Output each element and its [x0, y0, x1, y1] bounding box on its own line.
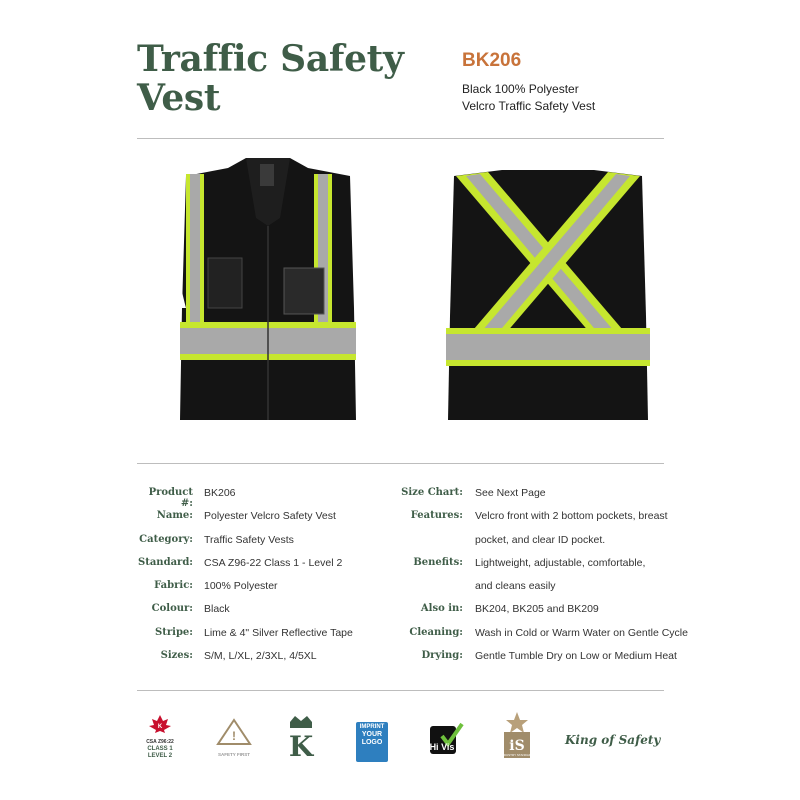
spec-row	[400, 532, 664, 555]
spec-row	[400, 485, 664, 508]
industry-standard-icon	[502, 712, 532, 765]
spec-row	[400, 601, 664, 624]
specs-left	[137, 485, 397, 671]
spec-label: Cleaning:	[409, 626, 463, 638]
spec-row	[137, 648, 397, 671]
spec-value: CSA Z96-22 Class 1 - Level 2	[204, 556, 343, 569]
spec-label: Category:	[139, 533, 193, 545]
spec-label: Benefits:	[413, 556, 463, 568]
csa-maple-leaf-icon	[140, 714, 180, 760]
hi-vis-icon	[428, 720, 464, 756]
spec-value: See Next Page	[475, 487, 546, 499]
spec-label: Colour:	[151, 603, 193, 615]
spec-label: Also in:	[420, 603, 463, 615]
spec-value: S/M, L/XL, 2/3XL, 4/5XL	[204, 650, 317, 663]
front-vest-image	[168, 158, 368, 428]
csa-level-text: LEVEL 2	[147, 753, 173, 759]
spec-row	[137, 485, 397, 508]
spec-value: Black	[204, 603, 230, 616]
product-subtitle	[462, 81, 595, 115]
spec-label: Stripe:	[155, 626, 193, 638]
is-sub-label: INDUSTRY STANDARD	[502, 753, 532, 757]
spec-row	[400, 625, 688, 648]
spec-row	[137, 508, 397, 531]
spec-value: and cleans easily	[475, 580, 556, 593]
imprint-text: IMPRINT	[356, 724, 388, 731]
spec-label: Name:	[156, 510, 193, 522]
spec-label: Drying:	[421, 650, 463, 662]
your-text: YOUR	[361, 731, 383, 738]
spec-row	[400, 555, 664, 578]
spec-value: Lightweight, adjustable, comfortable,	[475, 556, 646, 569]
logo-text: LOGO	[361, 739, 383, 746]
spec-label: Product #:	[148, 487, 193, 509]
safety-first-icon	[214, 718, 254, 758]
back-vest-image	[432, 166, 664, 428]
svg-text:K: K	[157, 724, 163, 730]
spec-value: Lime & 4" Silver Reflective Tape	[204, 626, 353, 639]
spec-label: Standard:	[137, 556, 193, 568]
spec-row	[400, 648, 677, 671]
image-divider	[137, 463, 664, 464]
specs-right	[400, 485, 688, 671]
csa-class-text: CLASS 1	[147, 746, 173, 752]
spec-label: Sizes:	[160, 650, 193, 662]
brand-name: King of Safety	[565, 733, 661, 747]
spec-label: Fabric:	[154, 580, 193, 592]
spec-row	[137, 625, 397, 648]
k-letter: K	[288, 730, 314, 758]
spec-value: Wash in Cold or Warm Water on Gentle Cycle	[475, 626, 688, 639]
spec-row	[137, 601, 397, 624]
safety-first-text: SAFETY FIRST	[218, 752, 250, 757]
spec-row	[137, 532, 397, 555]
spec-row	[400, 508, 668, 531]
is-label: iS	[509, 738, 525, 754]
product-code: BK206	[462, 50, 522, 71]
spec-value: BK206	[204, 487, 236, 499]
spec-value: BK204, BK205 and BK209	[475, 603, 599, 616]
spec-row	[400, 578, 664, 601]
spec-value: Gentle Tumble Dry on Low or Medium Heat	[475, 650, 677, 663]
subtitle-line-2: Velcro Traffic Safety Vest	[462, 99, 596, 113]
spec-value: Polyester Velcro Safety Vest	[204, 510, 336, 523]
title-line-2: Vest	[137, 77, 221, 119]
footer-divider	[137, 690, 664, 691]
spec-row	[137, 578, 397, 601]
page-title	[137, 40, 404, 118]
imprint-your-logo-icon	[356, 722, 388, 762]
subtitle-line-1: Black 100% Polyester	[462, 82, 579, 96]
king-k-logo-icon	[286, 716, 316, 763]
hi-vis-text: Hi Vis	[429, 742, 455, 752]
title-line-1: Traffic Safety	[137, 38, 404, 80]
spec-row	[137, 555, 397, 578]
spec-value: 100% Polyester	[204, 580, 278, 593]
spec-label: Size Chart:	[401, 487, 463, 498]
spec-label: Features:	[410, 510, 463, 522]
svg-text:!: !	[232, 729, 236, 743]
spec-value: Traffic Safety Vests	[204, 533, 294, 546]
header-divider	[137, 138, 664, 139]
csa-standard-text: CSA Z96:22	[146, 739, 174, 745]
spec-value: pocket, and clear ID pocket.	[475, 533, 606, 546]
spec-value: Velcro front with 2 bottom pockets, breast	[475, 510, 668, 523]
